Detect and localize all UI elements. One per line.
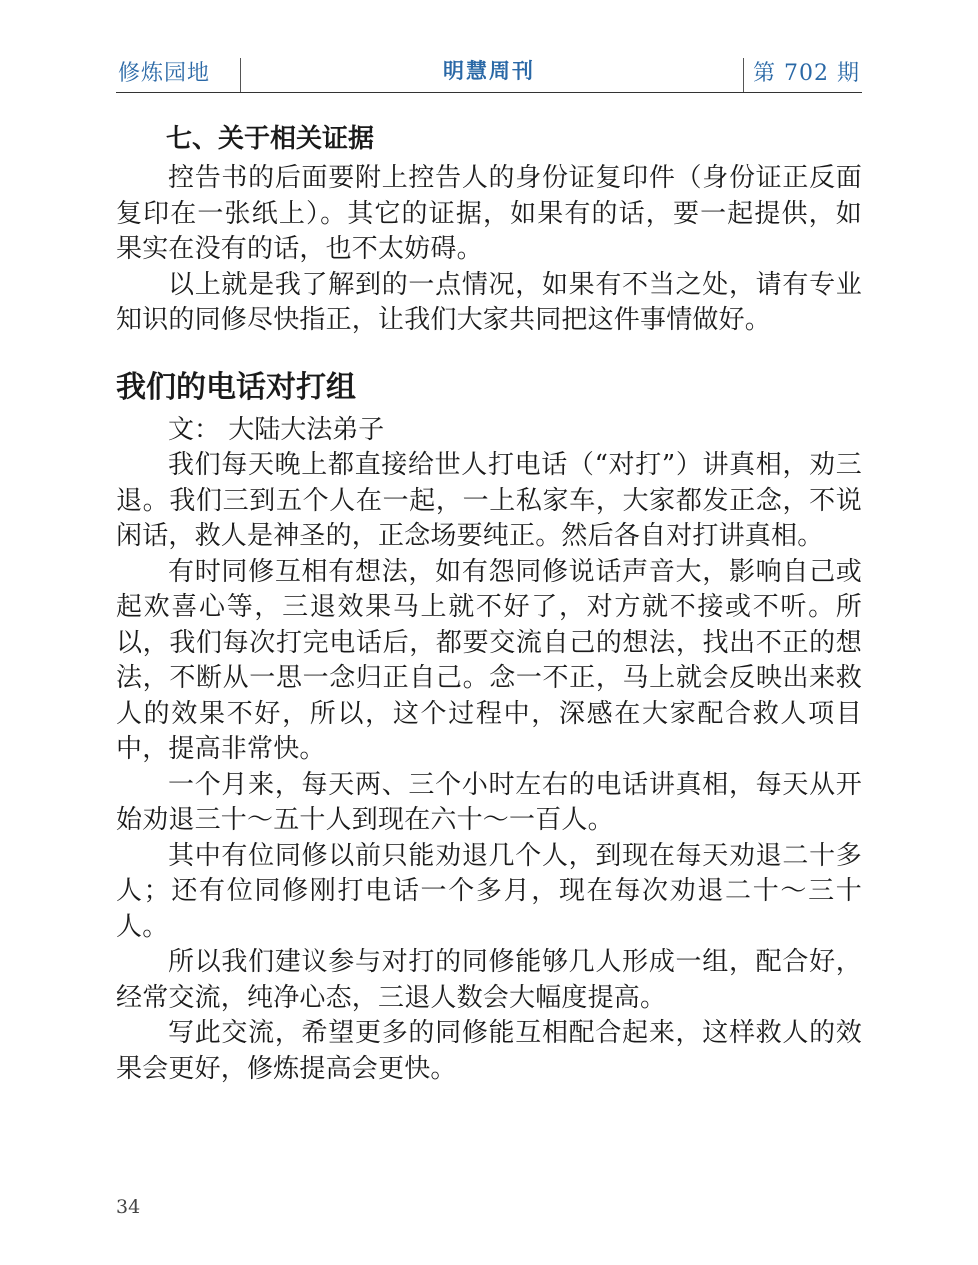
- body-paragraph: 控告书的后面要附上控告人的身份证复印件（身份证正反面复印在一张纸上）。其它的证据，如果有的话，要一起提供，如果实在没有的话，也不太妨碍。: [116, 163, 862, 264]
- article-byline: 文： 大陆大法弟子: [168, 414, 385, 445]
- page-header: [116, 48, 862, 93]
- header-divider-right: [743, 58, 744, 92]
- page-content: [116, 120, 862, 1087]
- body-paragraph: 其中有位同修以前只能劝退几个人，到现在每天劝退二十多人；还有位同修刚打电话一个多月，现在每次劝退二十～三十人。: [116, 840, 862, 942]
- body-paragraph: 所以我们建议参与对打的同修能够几人形成一组，配合好，经常交流，纯净心态，三退人数会大幅度提高。: [116, 947, 862, 1013]
- body-paragraph: 写此交流，希望更多的同修能互相配合起来，这样救人的效果会更好，修炼提高会更快。: [116, 1018, 862, 1084]
- article-title: 我们的电话对打组: [116, 369, 356, 405]
- publication-title: 明慧周刊: [443, 59, 535, 83]
- body-paragraph: 有时同修互相有想法，如有怨同修说话声音大，影响自己或起欢喜心等，三退效果马上就不好了，对方就不接或不听。所以，我们每次打完电话后，都要交流自己的想法，找出不正的想法，不断从一思一念归正自己。念一不正，马上就会反映出来救人的效果不好，所以，这个过程中，深感在大家配合救人项目中，提高非常快。: [116, 556, 862, 764]
- section-name: 修炼园地: [118, 61, 211, 86]
- page-number: 34: [116, 1196, 141, 1218]
- section-heading: 七、关于相关证据: [166, 124, 375, 154]
- issue-number: 第 702 期: [753, 61, 860, 86]
- body-paragraph: 我们每天晚上都直接给世人打电话（“对打”）讲真相，劝三退。我们三到五个人在一起，一上私家车，大家都发正念，不说闲话，救人是神圣的，正念场要纯正。然后各自对打讲真相。: [116, 450, 862, 551]
- body-paragraph: 以上就是我了解到的一点情况，如果有不当之处，请有专业知识的同修尽快指正，让我们大家共同把这件事情做好。: [116, 269, 862, 335]
- body-paragraph: 一个月来，每天两、三个小时左右的电话讲真相，每天从开始劝退三十～五十人到现在六十～一百人。: [116, 769, 862, 835]
